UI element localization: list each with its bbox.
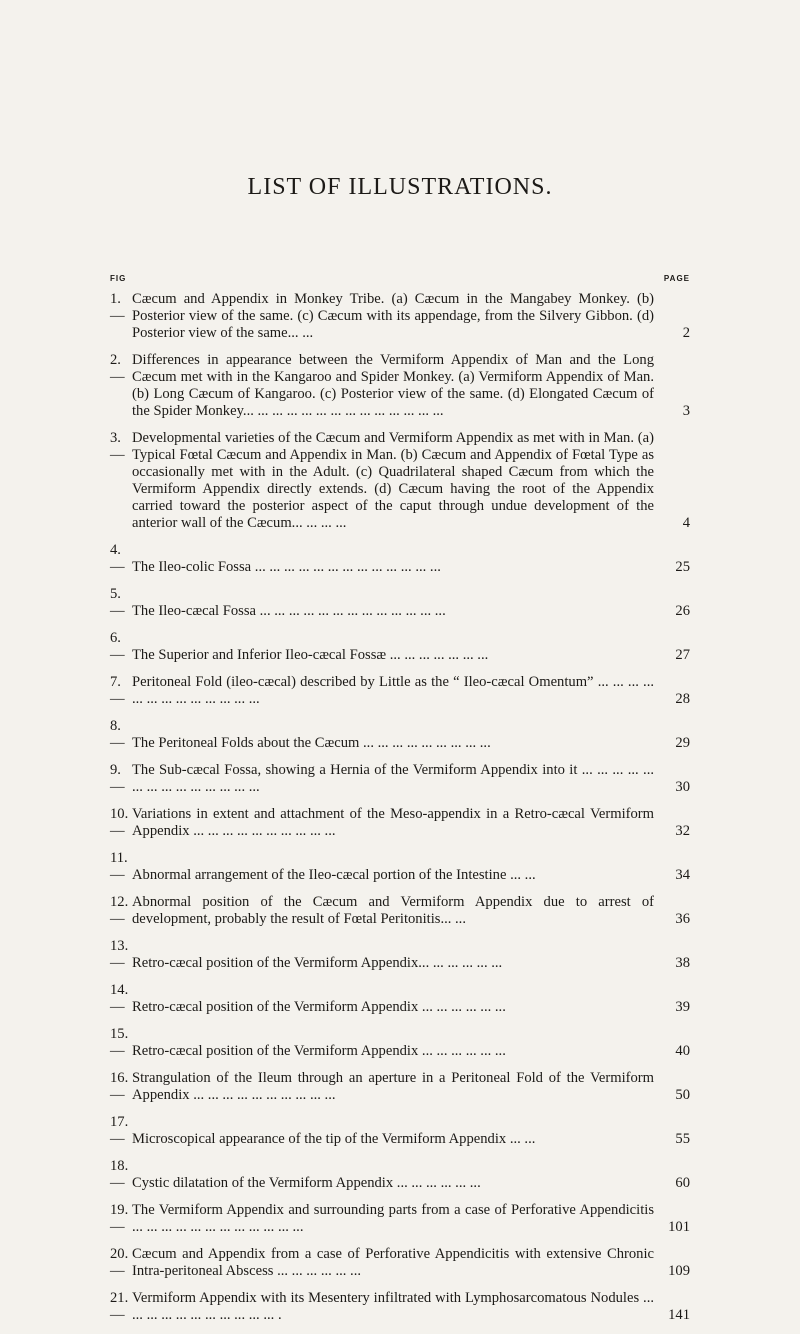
illustration-entry — [110, 352, 690, 420]
figure-caption: The Ileo-cæcal Fossa ... ... ... ... ... ... ... ... ... ... ... ... ... — [132, 603, 446, 619]
figure-caption: Developmental varieties of the Cæcum and Vermiform Appendix as met with in Man. (a) Typical Fœtal Cæcum and Appendix in Man. (b) Cæcum and Appendix of Fœtal Type as occasionally met with in the Adult. (c) Quadrilateral shaped Cæcum from which the Vermiform Appendix directly extends. (d) Cæcum having the root of the Appendix carried toward the posterior aspect of the caput through undue development of the anterior wall of the Cæcum... ... ... ... — [132, 430, 654, 531]
illustration-entry — [110, 762, 690, 796]
figure-caption: Retro-cæcal position of the Vermiform Appendix ... ... ... ... ... ... — [132, 999, 506, 1015]
figure-caption: The Superior and Inferior Ileo-cæcal Fossæ ... ... ... ... ... ... ... — [132, 647, 489, 663]
figure-caption: The Peritoneal Folds about the Cæcum ... ... ... ... ... ... ... ... ... — [132, 735, 491, 751]
page-number: 26 — [675, 603, 690, 619]
figure-number: 3.— — [110, 430, 125, 463]
figure-caption: Retro-cæcal position of the Vermiform Appendix ... ... ... ... ... ... — [132, 1043, 506, 1059]
figure-number: 10.— — [110, 806, 129, 839]
figure-caption: The Ileo-colic Fossa ... ... ... ... ... ... ... ... ... ... ... ... ... — [132, 559, 441, 575]
figure-caption: Strangulation of the Ileum through an aperture in a Peritoneal Fold of the Vermiform Appendix ... ... ... ... ... ... ... ... ... ... — [132, 1070, 654, 1103]
fig-column-header: FIG — [110, 274, 127, 283]
page-number: 3 — [682, 403, 690, 419]
figure-number: 13.— — [110, 938, 129, 971]
illustration-entry — [110, 542, 690, 576]
page-number: 27 — [675, 647, 690, 663]
page-number: 2 — [682, 325, 690, 341]
illustration-entry — [110, 982, 690, 1016]
illustration-entry — [110, 850, 690, 884]
illustration-entry — [110, 1158, 690, 1192]
illustration-entry — [110, 586, 690, 620]
illustration-entry — [110, 1202, 690, 1236]
figure-caption: Retro-cæcal position of the Vermiform Appendix... ... ... ... ... ... — [132, 955, 503, 971]
page-number: 39 — [675, 999, 690, 1015]
page-number: 40 — [675, 1043, 690, 1059]
page-number: 60 — [675, 1175, 690, 1191]
page-number: 32 — [675, 823, 690, 839]
figure-number: 21.— — [110, 1290, 129, 1323]
figure-caption: Microscopical appearance of the tip of the Vermiform Appendix ... ... — [132, 1131, 536, 1147]
figure-number: 4.— — [110, 542, 125, 575]
page-number: 30 — [675, 779, 690, 795]
page-number: 101 — [668, 1219, 690, 1235]
page-number: 50 — [675, 1087, 690, 1103]
figure-number: 6.— — [110, 630, 125, 663]
page-number: 4 — [682, 515, 690, 531]
figure-number: 8.— — [110, 718, 125, 751]
page-number: 55 — [675, 1131, 690, 1147]
figure-caption: Peritoneal Fold (ileo-cæcal) described by Little as the “ Ileo-cæcal Omentum” ... ... ... ... ... ... ... ... ... ... ... ... ... — [132, 674, 654, 707]
figure-caption: Cystic dilatation of the Vermiform Appendix ... ... ... ... ... ... — [132, 1175, 481, 1191]
figure-caption: Variations in extent and attachment of the Meso-appendix in a Retro-cæcal Vermiform Appendix ... ... ... ... ... ... ... ... ... ... — [132, 806, 654, 839]
figure-number: 17.— — [110, 1114, 129, 1147]
figure-caption: Cæcum and Appendix from a case of Perforative Appendicitis with extensive Chronic Intra-peritoneal Abscess ... ... ... ... ... ... — [132, 1246, 654, 1279]
illustration-entry — [110, 1070, 690, 1104]
figure-number: 15.— — [110, 1026, 129, 1059]
figure-number: 5.— — [110, 586, 125, 619]
illustration-entry — [110, 291, 690, 342]
illustration-entry — [110, 806, 690, 840]
figure-number: 1.— — [110, 291, 125, 324]
figure-number: 11.— — [110, 850, 128, 883]
illustration-entry — [110, 630, 690, 664]
illustration-entry — [110, 1290, 690, 1324]
illustration-entry — [110, 430, 690, 532]
illustration-entry — [110, 1026, 690, 1060]
figure-number: 7.— — [110, 674, 125, 707]
page-number: 29 — [675, 735, 690, 751]
page-title: LIST OF ILLUSTRATIONS. — [247, 174, 553, 200]
figure-number: 19.— — [110, 1202, 129, 1235]
figure-caption: Differences in appearance between the Vermiform Appendix of Man and the Long Cæcum met with in the Kangaroo and Spider Monkey. (a) Vermiform Appendix of Man. (b) Long Cæcum of Kangaroo. (c) Posterior view of the same. (d) Elongated Cæcum of the Spider Monkey... ... ... ... ... ... ... ... ... ... ... ... ... ... — [132, 352, 654, 419]
page-number: 141 — [668, 1307, 690, 1323]
figure-caption: Cæcum and Appendix in Monkey Tribe. (a) Cæcum in the Mangabey Monkey. (b) Posterior view of the same. (c) Cæcum with its appendage, from the Silvery Gibbon. (d) Posterior view of the same... ... — [132, 291, 654, 341]
page-number: 38 — [675, 955, 690, 971]
illustrations-list — [110, 291, 690, 1334]
page-number: 34 — [675, 867, 690, 883]
figure-number: 18.— — [110, 1158, 129, 1191]
figure-number: 12.— — [110, 894, 129, 927]
figure-number: 2.— — [110, 352, 125, 385]
illustration-entry — [110, 1114, 690, 1148]
page-number: 28 — [675, 691, 690, 707]
figure-caption: Vermiform Appendix with its Mesentery infiltrated with Lymphosarcomatous Nodules ... ... ... ... ... ... ... ... ... ... ... . — [132, 1290, 654, 1323]
figure-caption: The Vermiform Appendix and surrounding parts from a case of Perforative Appendicitis ... ... ... ... ... ... ... ... ... ... ... ... — [132, 1202, 654, 1235]
illustration-entry — [110, 718, 690, 752]
column-headers — [110, 274, 690, 283]
illustration-entry — [110, 1246, 690, 1280]
figure-number: 20.— — [110, 1246, 129, 1279]
illustration-entry — [110, 938, 690, 972]
figure-caption: The Sub-cæcal Fossa, showing a Hernia of the Vermiform Appendix into it ... ... ... ... ... ... ... ... ... ... ... ... ... ... — [132, 762, 654, 795]
page-number: 36 — [675, 911, 690, 927]
figure-caption: Abnormal position of the Cæcum and Vermiform Appendix due to arrest of development, probably the result of Fœtal Peritonitis... ... — [132, 894, 654, 927]
figure-number: 16.— — [110, 1070, 129, 1103]
figure-number: 9.— — [110, 762, 125, 795]
figure-caption: Abnormal arrangement of the Ileo-cæcal portion of the Intestine ... ... — [132, 867, 536, 883]
page-number: 25 — [675, 559, 690, 575]
page-number: 109 — [668, 1263, 690, 1279]
page-column-header: PAGE — [663, 274, 690, 283]
figure-number: 14.— — [110, 982, 129, 1015]
illustration-entry — [110, 894, 690, 928]
illustration-entry — [110, 674, 690, 708]
